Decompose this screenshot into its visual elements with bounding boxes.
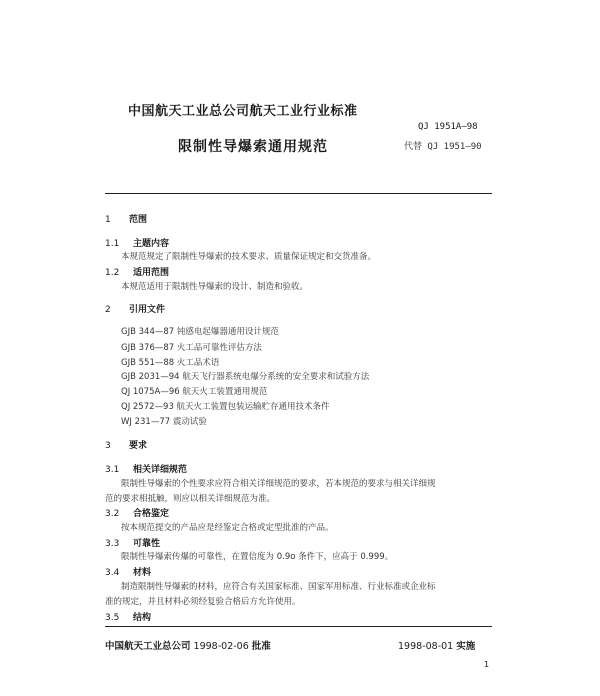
reference-item: GJB 2031—94 航天飞行器系统电爆分系统的安全要求和试验方法: [121, 372, 370, 382]
reference-item: QJ 2572—93 航天火工装置包装运输贮存通用技术条件: [121, 402, 330, 412]
document-title: 限制性导爆索通用规范: [178, 139, 328, 155]
section-1-2-text: 本规范适用于限制性导爆索的设计、制造和验收。: [121, 282, 309, 292]
section-3-1-text-line1: 限制性导爆索的个性要求应符合相关详细规范的要求，若本规范的要求与相关详细规: [121, 479, 436, 489]
footer-issue: [105, 638, 271, 652]
reference-item: GJB 551—88 火工品术语: [121, 358, 220, 368]
reference-item: QJ 1075A—96 航天火工装置通用规范: [121, 387, 268, 397]
section-3-2-heading: 3.2 合格鉴定: [105, 509, 170, 519]
footer-divider: [105, 626, 492, 627]
section-3-5-heading: 3.5 结构: [105, 613, 152, 623]
page-number: 1: [484, 660, 490, 669]
section-3-heading: 3 要求: [105, 441, 148, 451]
standard-code: QJ 1951A—98: [418, 122, 478, 132]
reference-item: GJB 376—87 火工品可靠性评估方法: [121, 343, 262, 353]
section-3-3-heading: 3.3 可靠性: [105, 539, 161, 549]
section-3-4-text-line2: 准的规定，并且材料必须经复验合格后方允许使用。: [105, 597, 301, 607]
replaces-code: 代替 QJ 1951—90: [404, 142, 482, 152]
section-1-1-heading: 1.1 主题内容: [105, 239, 170, 249]
standard-organization: 中国航天工业总公司航天工业行业标准: [128, 104, 358, 119]
issue-label: 批准: [251, 641, 271, 652]
section-2-heading: 2 引用文件: [105, 305, 166, 315]
issuer: 中国航天工业总公司: [105, 641, 191, 652]
section-3-1-heading: 3.1 相关详细规范: [105, 465, 188, 475]
section-1-2-heading: 1.2 适用范围: [105, 268, 170, 278]
section-3-4-text-line1: 制造限制性导爆索的材料，应符合有关国家标准、国家军用标准、行业标准或企业标: [121, 582, 436, 592]
issue-date: 1998-02-06: [193, 641, 249, 652]
effective-label: 实施: [456, 641, 476, 652]
section-3-1-text-line2: 范的要求相抵触，则应以相关详细规范为准。: [105, 494, 276, 504]
reference-item: GJB 344—87 钝感电起爆器通用设计规范: [121, 327, 279, 337]
section-1-heading: 1 范围: [105, 215, 148, 225]
header-divider: [105, 193, 492, 194]
reference-item: WJ 231—77 震动试验: [121, 417, 207, 427]
section-3-4-heading: 3.4 材料: [105, 568, 152, 578]
footer-effective: [398, 638, 475, 652]
section-3-2-text: 按本规范提交的产品应是经鉴定合格或定型批准的产品。: [121, 523, 334, 533]
section-1-1-text: 本规范规定了限制性导爆索的技术要求、质量保证规定和交货准备。: [121, 252, 377, 262]
effective-date: 1998-08-01: [398, 641, 454, 652]
section-3-3-text: 限制性导爆索传爆的可靠性，在置信度为 0.9o 条件下，应高于 0.999。: [121, 552, 394, 562]
